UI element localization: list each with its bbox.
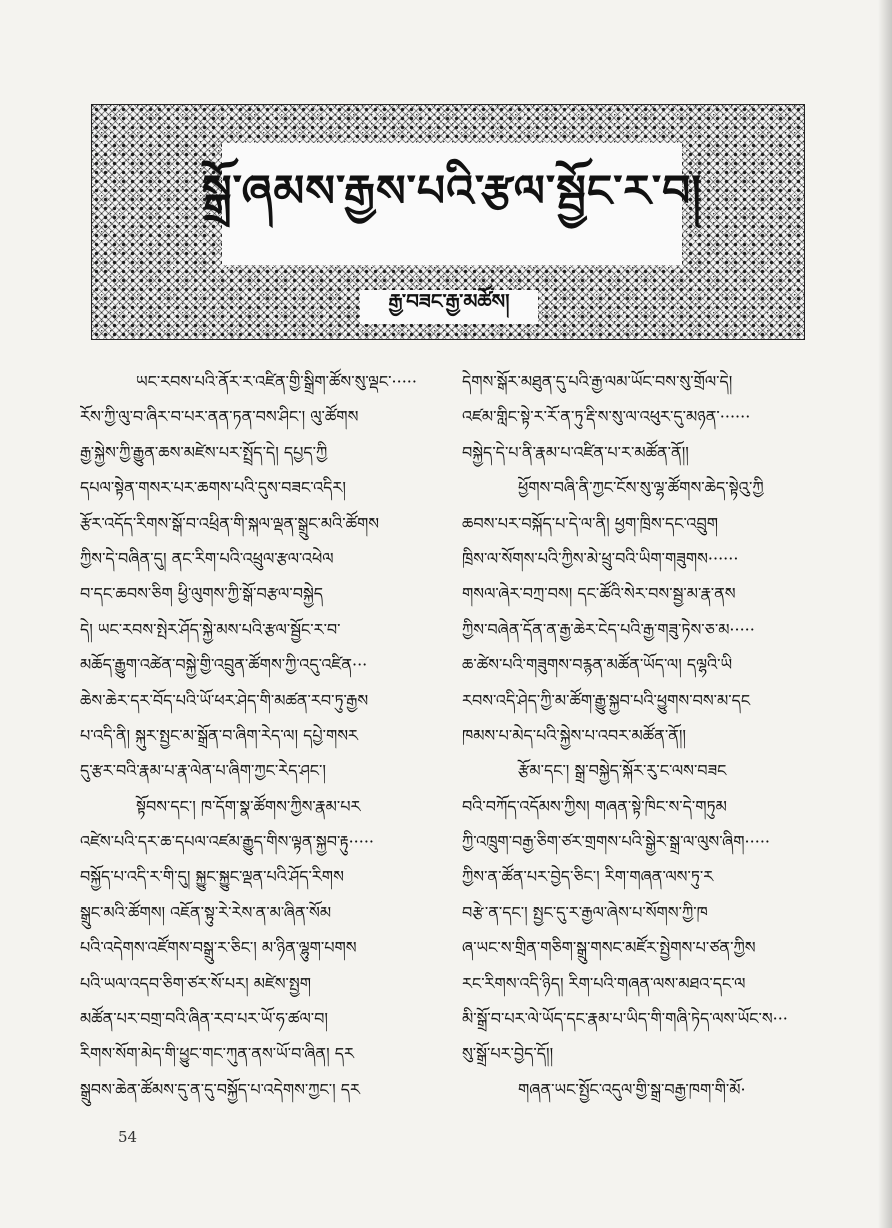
right-column	[462, 364, 817, 1107]
text-line: འཛམ་གླིང་སྟེ་ར་རོ་ན་ཏུ་རྡི་ས་སུ་ལ་འཕུར་དུ་མཉན་······	[462, 407, 751, 427]
text-line: རྩོམ་དང་། སྒྲ་བསྐྱེད་སྐོར་རུ་ང་ལས་བཟང	[518, 761, 727, 781]
text-line: ཀྱི་འཁྲུག་བརྒྱ་ཅིག་ཙར་གྲགས་པའི་སྒྱེར་སྒྲ་ལ་ལུས་ཞིག·····	[462, 832, 770, 852]
title-panel	[201, 143, 703, 265]
text-line: སྒྲུང་མའི་ཚོགས། འཇོན་སྟུ་རེ་རེས་ན་མ་ཞིན་སོམ	[80, 902, 332, 922]
text-line: ཞ་ཡང་ས་གྲིན་གཅིག་སྒྲུ་གསང་མཛོར་སྤྱེགས་པ་ཙན་ཀྱིས	[462, 938, 756, 958]
text-line: བའི་བཀོད་འདོམས་ཀྱིས། གཞན་སྟེ་ཁིང་ས་དེ་གཏུམ	[462, 796, 727, 816]
page-number: 54	[118, 1128, 138, 1146]
text-line: ཀྱིས་བཞེན་དོན་ན་རྒྱ་ཆེར་ངེད་པའི་རྒྱ་གཟུ་ཏེས་ཅ་མ·····	[462, 619, 755, 639]
text-line: བ་དང་ཆབས་ཅིག ཕྱི་ལུགས་ཀྱི་སྒོ་བརྩལ་བསྐྱེད	[80, 584, 324, 604]
text-line: ཆབས་པར་བསྐོད་པ་དེ་ལ་ནི། ཕྱག་ཁྲིས་དང་འབྲུག	[462, 513, 719, 533]
text-line: མཚོན་པར་བགྲ་བའི་ཞིན་རབ་པར་ཡོ་ཧ་ཚལ་བ།	[80, 1009, 328, 1029]
text-line: ཆེས་ཆེར་དར་བོད་པའི་ཡོ་ཕར་ཤེད་གི་མཚན་རབ་ཏུ་རྒྱས	[80, 690, 369, 710]
text-line: བསྐྱེད་དེ་པ་ནི་རྣམ་པ་འཛིན་པ་ར་མཚོན་ནོ།།	[462, 442, 689, 462]
author-panel	[360, 290, 538, 324]
text-line: ཆ་ཚེས་པའི་གཟུགས་བརྙན་མཚོན་ཡོད་ལ། དལྷའི་ཡི	[462, 655, 733, 675]
text-line: ཁམས་པ་མེད་པའི་སྐྱེས་པ་འབར་མཚོན་ནོ།།	[462, 725, 686, 745]
text-line: སུ་སྒྲོ་པར་བྱེད་དོ།།	[462, 1044, 554, 1064]
text-line: ཀྱིས་ན་ཚོན་པར་བྱེད་ཅིང་། རིག་གཞན་ལས་ཏུ་ར	[462, 867, 714, 887]
text-line: དུ་རྩར་བའི་རྣམ་པ་རྣ་ལེན་པ་ཞིག་ཀྱང་རེད་ཤང་།	[80, 761, 326, 781]
text-line: སྒྲུབས་ཆེན་ཚོམས་དུ་ན་དུ་བསྐྱོད་པ་འདེགས་ཀྱང་། དར	[80, 1079, 361, 1099]
text-line: རབས་འདི་ཤེད་ཀྱི་མ་ཚོག་རྒྱུ་སྐྱབ་པའི་ཕྱུགས་བས་མ་དང	[462, 690, 751, 710]
title-banner	[91, 104, 805, 340]
text-line: ཁྲིས་ལ་སོགས་པའི་ཀྱིས་མེ་ཕྲུ་བའི་ཡིག་གཟུགས······	[462, 548, 739, 568]
text-line: གསལ་ཞེར་བཀྲ་བས། དང་ཚོའི་སེར་བས་སྦྱ་མ་རྣ་ནས	[462, 584, 736, 604]
text-line: རྩོར་འདོད་རིགས་སྒོ་བ་འཕྲིན་གི་སྐལ་ལྡན་སྒྲུང་མའི་ཚོགས	[80, 513, 380, 533]
text-line: རང་རིགས་འདི་ཉིད། རིག་པའི་གཞན་ལས་མཐའ་དང་ལ	[462, 973, 746, 993]
page-edge-shadow	[878, 0, 892, 1228]
text-line: དེ། ཡང་རབས་སྤེར་ཤོད་སྐྱེ་མས་པའི་རྩལ་སྦྱོང་ར་བ་	[80, 619, 341, 639]
text-line: གཞན་ཡང་སྤྱོང་འདུལ་གྱི་སྒྲ་བརྒྱ་ཁག་གི་མོ·	[518, 1079, 746, 1099]
text-line: མཆོད་རྒྱུག་འཚེན་བསྐྱེ་གྱི་འབྲུན་ཚོགས་ཀྱི་འདུ་འཛིན···	[80, 655, 368, 675]
text-line: སྟོབས་དང་། ཁ་དོག་སྣ་ཚོགས་ཀྱིས་རྣམ་པར	[136, 796, 361, 816]
text-line: རྒྱ་སྐྱེས་ཀྱི་རྒྱུན་ཆས་མཛེས་པར་སྤྲོད་དེ། དཔྱད་ཀྱི	[80, 442, 328, 462]
text-line: བརྩེ་ན་དང་། སྤྱང་དུ་ར་རྒྱལ་ཞེས་པ་སོགས་ཀྱི་ཁ	[462, 902, 708, 922]
text-line: པའི་འདེགས་འཛོགས་བསྒྲུ་ར་ཅིང་། མ་ཉིན་ལྷུག་པགས	[80, 938, 357, 958]
author-name: རྒྱ་བཟང་རྒྱ་མཚོས།	[388, 289, 510, 313]
article-title: སྒྲོ་ཞམས་རྒྱས་པའི་རྩལ་སྦྱོང་ར་བ།	[201, 166, 703, 217]
text-line: པ་འདི་ནི། སྐུར་སྤྱང་མ་སྒྲོན་བ་ཞིག་རེད་ལ། དཔྱེ་གསར	[80, 725, 359, 745]
text-line: ཡང་རབས་པའི་ནོར་ར་འཛིན་གྱི་སྒྲིག་ཚོས་སུ་ལྡང་·····	[136, 372, 417, 391]
text-line: བསྐྱོད་པ་འདི་ར་གི་དུ། སྐྱུང་སྐྱུང་ལྡན་པའི་ཤོད་རིགས	[80, 867, 344, 887]
text-line: མི་སྒྲོ་བ་པར་ལེ་ཡོད་དང་རྣམ་པ་ཡིད་གི་གཞི་ཏེད་ལས་ཡོང་ས···	[462, 1009, 788, 1029]
text-line: པའི་ཡལ་འདབ་ཅིག་ཙར་སོ་པར། མཛེས་སྤྱག	[80, 973, 311, 993]
text-line: འཛེས་པའི་དར་ཆ་དཔལ་འཛམ་རྒྱུད་གིས་ལྟན་སྐྱབ་རྟུ·····	[80, 832, 375, 852]
text-line: ཀྱིས་དེ་བཞིན་དུ། ནང་རིག་པའི་འཕྲུལ་རྩལ་འཕེལ	[80, 548, 334, 568]
text-line: དེགས་སྒོར་མཐུན་དུ་པའི་རྒྱ་ལམ་ཡོང་བས་སུ་གྲོལ་དེ།	[462, 372, 733, 391]
text-line: ཕྱོགས་བཞི་ནི་ཀྱང་ངོས་སུ་ལྷ་ཚོགས་ཆེད་སྟེའུ་ཀྱི	[518, 478, 764, 498]
left-column	[80, 364, 435, 1107]
text-line: རིགས་སོག་མེད་གི་ཕྱུང་གང་ཀུན་ནས་ཡོ་བ་ཞིན། དར	[80, 1044, 354, 1064]
text-line: དཔལ་སྟེན་གསར་པར་ཆགས་པའི་དུས་བཟང་འདིར།	[80, 478, 346, 498]
text-line: རོས་ཀྱི་ལུ་བ་ཞིར་བ་པར་ནན་ཏན་བས་ཤིང་། ལུ་ཚོགས	[80, 407, 359, 427]
